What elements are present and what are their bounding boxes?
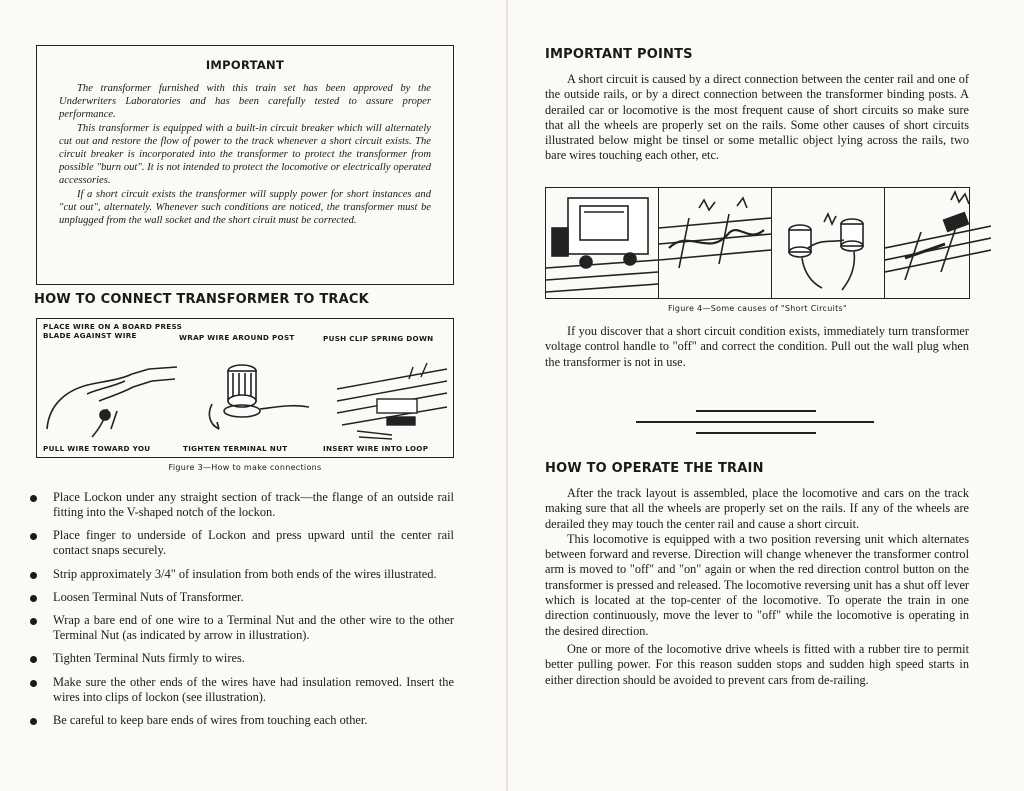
connect-heading: HOW TO CONNECT TRANSFORMER TO TRACK xyxy=(34,292,369,307)
connection-steps-list xyxy=(30,490,454,736)
tinsel-on-rails-icon xyxy=(659,188,771,298)
figure-3-caption: Figure 3—How to make connections xyxy=(168,463,322,472)
important-points-heading: IMPORTANT POINTS xyxy=(545,47,693,62)
list-item: Loosen Terminal Nuts of Transformer. xyxy=(30,590,454,605)
important-title: IMPORTANT xyxy=(205,58,285,72)
figure-4 xyxy=(545,187,970,299)
fig4-bare-wires-illustration xyxy=(772,188,885,298)
fig4-tinsel-illustration xyxy=(659,188,772,298)
list-item: Strip approximately 3/4" of insulation from both ends of the wires illustrated. xyxy=(30,567,454,582)
important-paragraph: This transformer is equipped with a built-in circuit breaker which will alternately cut out and restore the flow of power to the track whenever a short circuit exists. The circuit breaker is incorporated into the transformer to protect the transformer from possible "burn out". It is not intended to protect the locomotive or electrically operated accessories. xyxy=(59,122,431,187)
operate-paragraph: This locomotive is equipped with a two position reversing unit which alternates between forward and reverse. Direction will change whenever the transformer control arm is moved to "off" and "on" again or when the red direction control button on the transformer is pressed and released. The locomotive reversing unit has a shut off lever which is located at the top-center of the locomotive. To operate the train in one direction continuously, move the lever to "off" while the locomotive is operating in the desired direction. xyxy=(545,531,969,638)
derailed-car-icon xyxy=(546,188,658,298)
figure-4-caption: Figure 4—Some causes of "Short Circuits" xyxy=(667,304,847,313)
operate-heading: HOW TO OPERATE THE TRAIN xyxy=(545,461,764,476)
important-paragraph: If a short circuit exists the transformer will supply power for short instances and "cut out", alternately. Whenever such conditions are noticed, the transformer must be unplugged from the wall socket and the short ciruit must be corrected. xyxy=(59,188,431,227)
operate-paragraph: After the track layout is assembled, place the locomotive and cars on the track making sure that all the wheels are properly set on the rails. If any of the wheels are derailed they may touch the center rail and cause a short circuit. xyxy=(545,486,969,531)
operate-paragraph: One or more of the locomotive drive wheels is fitted with a rubber tire to permit better pulling power. For this reason sudden stops and sudden high speed starts in either direction should be avoided to prevent cars from de-railing. xyxy=(545,641,969,687)
list-item: Tighten Terminal Nuts firmly to wires. xyxy=(30,651,454,666)
divider-rule xyxy=(696,432,816,434)
hand-illustration xyxy=(47,367,177,437)
fig4-derailed-car-illustration xyxy=(546,188,659,298)
list-item: Place Lockon under any straight section of track—the flange of an outside rail fitting into the V-shaped notch of the lockon. xyxy=(30,490,454,520)
list-item: Place finger to underside of Lockon and press upward until the center rail contact snaps securely. xyxy=(30,528,454,558)
bare-wires-touching-icon xyxy=(772,188,884,298)
list-item: Make sure the other ends of the wires have had insulation removed. Insert the wires into clips of lockon (see illustration). xyxy=(30,675,454,705)
short-circuit-text: If you discover that a short circuit condition exists, immediately turn transformer voltage control handle to "off" and correct the condition. Pull out the wall plug when the transformer is not in use. xyxy=(545,324,969,369)
fig3-label-bottom-3: INSERT WIRE INTO LOOP xyxy=(323,444,429,453)
important-points-text: A short circuit is caused by a direct connection between the center rail and one of the outside rails, or by a direct connection between the transformer binding posts. A derailed car or locomotive is the most frequent cause of short circuits so make sure that all the wheels are properly set on the rails. Some other causes of short circuits illustrated below might be tinsel or some metallic object lying across the rails, two bare wires touching each other, etc. xyxy=(545,72,969,163)
fig3-illustrations xyxy=(37,349,452,441)
list-item: Be careful to keep bare ends of wires from touching each other. xyxy=(30,713,454,728)
important-box xyxy=(36,45,454,285)
fig3-label-bottom-1: PULL WIRE TOWARD YOU xyxy=(43,444,151,453)
fig3-label-top-1: PLACE WIRE ON A BOARD PRESS BLADE AGAINST WIRE xyxy=(43,322,183,340)
fig3-label-top-2: WRAP WIRE AROUND POST xyxy=(179,333,295,342)
page-fold xyxy=(506,0,508,791)
fig3-label-bottom-2: TIGHTEN TERMINAL NUT xyxy=(183,444,288,453)
figure-3 xyxy=(36,318,454,458)
important-paragraph: The transformer furnished with this train set has been approved by the Underwriters Laboratories and has been carefully tested to assure proper performance. xyxy=(59,83,431,121)
fig3-label-top-3: PUSH CLIP SPRING DOWN xyxy=(323,334,434,343)
track-clip-illustration xyxy=(337,363,447,439)
metal-object-on-rails-icon xyxy=(885,188,991,298)
fig4-metal-object-illustration xyxy=(885,188,991,298)
divider-rule xyxy=(636,421,874,423)
divider-rule xyxy=(696,410,816,412)
operate-section xyxy=(545,486,969,688)
terminal-nut-illustration xyxy=(209,365,309,429)
list-item: Wrap a bare end of one wire to a Terminal Nut and the other wire to the other Terminal Nut (as indicated by arrow in illustration). xyxy=(30,613,454,643)
